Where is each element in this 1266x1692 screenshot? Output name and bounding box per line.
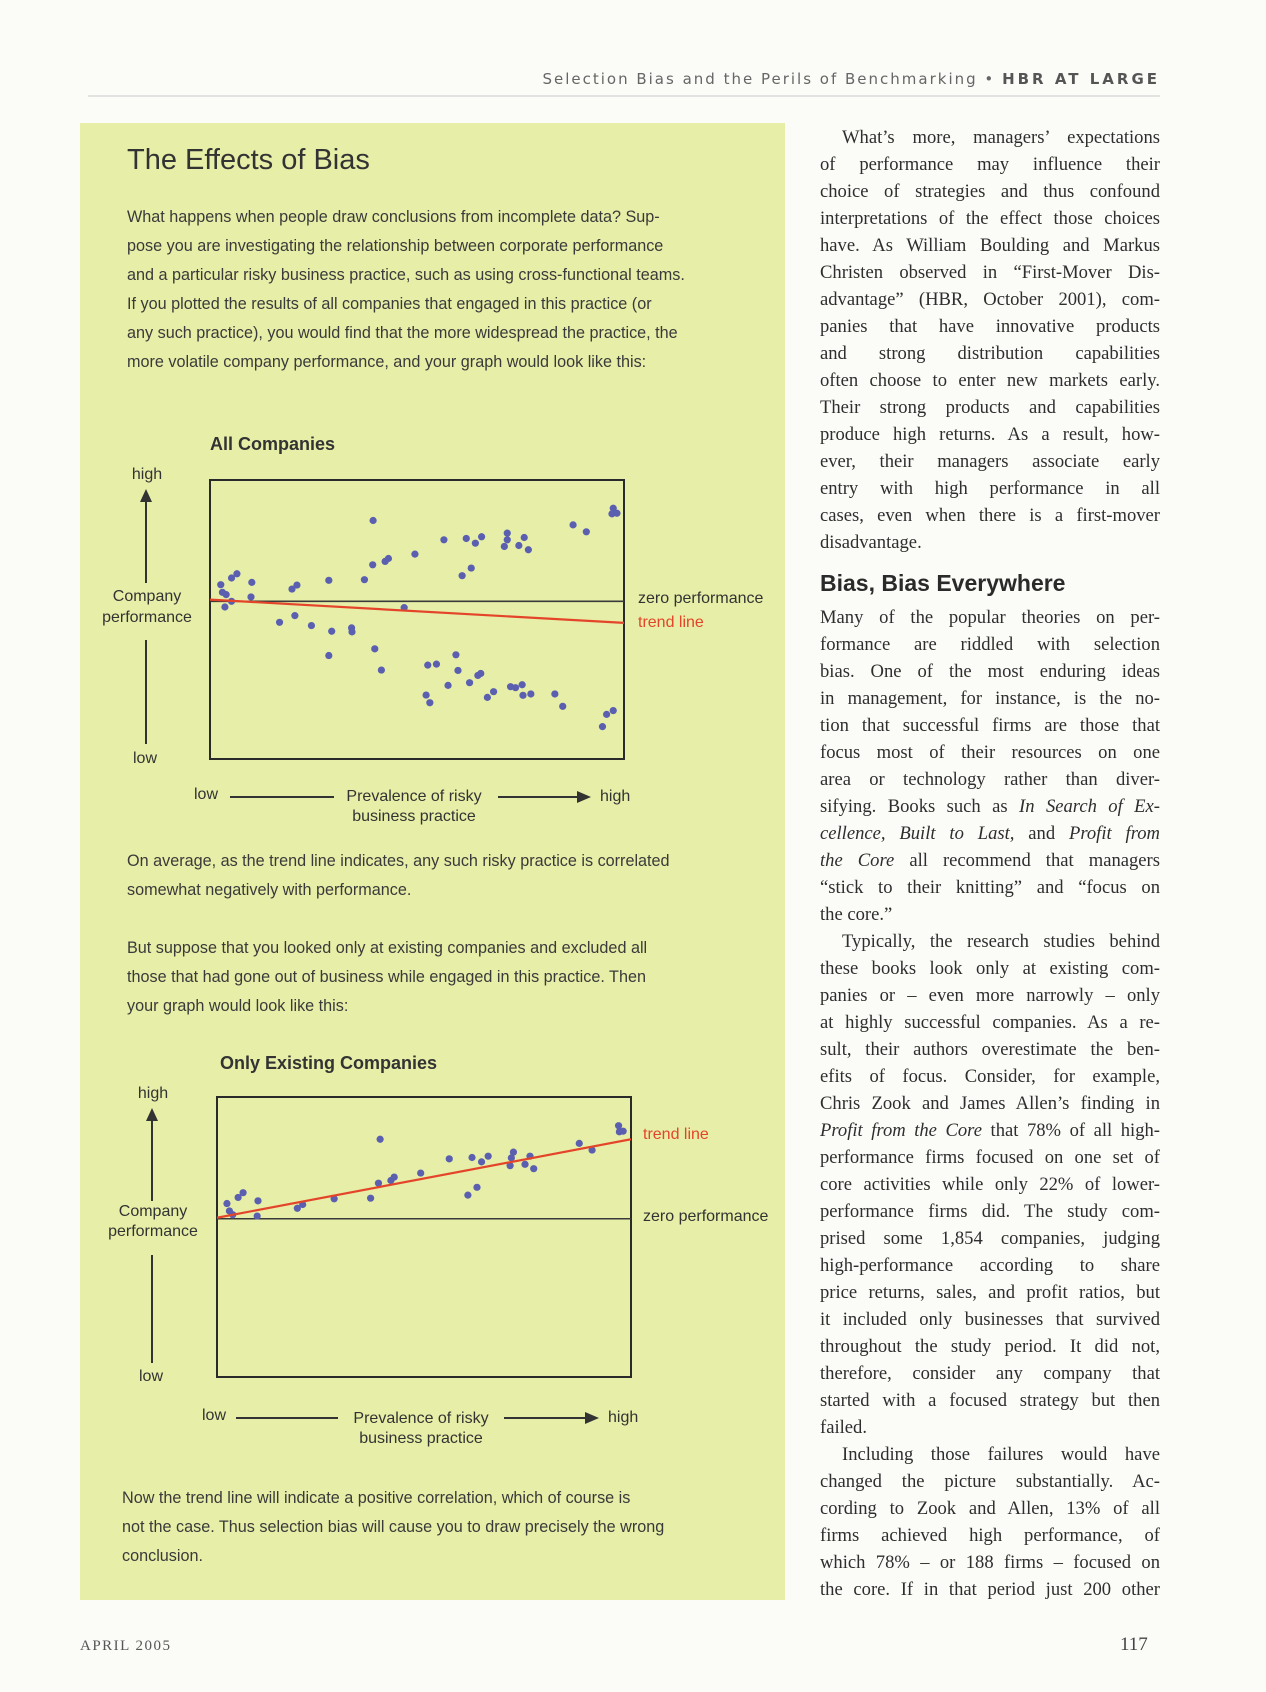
italic-title: the Core [820,850,895,871]
data-point [452,651,459,658]
plot-frame [217,1097,631,1377]
trend-line-label: trend line [643,1126,709,1143]
data-point [371,645,378,652]
data-point [291,612,298,619]
text-line: firms achieved high performance, of [820,1525,1160,1546]
x-axis-label-2: business practice [359,1430,483,1447]
italic-title: Profit from [1068,823,1160,844]
paragraph [820,604,1160,928]
data-point [463,535,470,542]
trend-line [217,1139,631,1218]
arrow-right-icon [577,791,591,803]
text-line: tion that successful firms are those that [820,715,1160,736]
page-number: 117 [1120,1634,1148,1655]
data-point [369,561,376,568]
text-line: interpretations of the effect those choices [820,208,1160,229]
text-line: panies that have innovative products [820,316,1160,337]
text-line [820,820,1160,847]
text-line: therefore, consider any company that [820,1363,1160,1384]
text-line: not the case. Thus selection bias will cause you to draw precisely the wrong [122,1518,665,1536]
data-point [521,534,528,541]
text-line: bias. One of the most enduring ideas [820,661,1160,682]
data-point [370,517,377,524]
data-point [515,542,522,549]
y-axis-label-2: performance [102,609,192,626]
data-point [490,688,497,695]
x-axis-line [498,796,578,798]
text-line: the core. If in that period just 200 other [820,1579,1160,1600]
text-line: it included only businesses that survived [820,1309,1160,1330]
sidebar-middle-2 [127,934,647,1021]
text-line: formance are riddled with selection [820,634,1160,655]
data-point [367,1195,374,1202]
y-axis-line [145,500,147,583]
data-point [610,707,617,714]
data-point [521,1161,528,1168]
data-point [459,572,466,579]
issue-date: APRIL 2005 [80,1638,172,1654]
data-point [254,1197,261,1204]
text-line: cases, even when there is a first-mover [820,505,1160,526]
data-point [433,661,440,668]
sidebar-conclusion [122,1484,664,1571]
zero-performance-label: zero performance [638,590,764,607]
data-point [504,530,511,537]
data-point [444,682,451,689]
text-line: But suppose that you looked only at existing companies and excluded all [127,939,648,957]
chart-title: Only Existing Companies [220,1053,438,1073]
y-axis-high-label: high [131,466,163,483]
data-point [466,679,473,686]
section-heading: Bias, Bias Everywhere [820,570,1066,596]
text-line: at highly successful companies. As a re- [820,1012,1160,1033]
data-point [519,692,526,699]
x-axis-low-label: low [194,786,219,803]
text-line: Including those failures would have [842,1444,1160,1465]
plot-area [210,480,624,759]
text-line: any such practice), you would find that the more widespread the practice, the [127,324,678,342]
text-line: prised some 1,854 companies, judging [820,1228,1160,1249]
text-line: What’s more, managers’ expectations [842,127,1160,148]
data-point [377,1136,384,1143]
text-line: those that had gone out of business while engaged in this practice. Then [127,968,646,986]
y-axis-label-1: Company [112,588,182,605]
text-line: in management, for instance, is the no- [820,688,1160,709]
text-line: ever, their managers associate early [820,451,1160,472]
data-point [477,670,484,677]
paragraph [820,928,1160,1441]
data-point [464,1192,471,1199]
x-axis-low-label: low [202,1407,227,1424]
data-point [293,581,300,588]
italic-title: cellence, Built to Last, [820,823,1015,844]
data-point [551,690,558,697]
text-line: “stick to their knitting” and “focus on [820,877,1160,898]
data-point [348,628,355,635]
text-line: high-performance according to share [820,1255,1160,1276]
text-line: On average, as the trend line indicates, any such risky practice is correlated [127,852,670,870]
data-point [308,622,315,629]
data-point [527,690,534,697]
y-axis-line [151,1255,153,1363]
data-point [501,543,508,550]
data-point [248,579,255,586]
text-line: and strong distribution capabilities [820,343,1160,364]
data-point [504,536,511,543]
y-axis-line [151,1119,153,1201]
running-header [542,70,1160,88]
text-line: What happens when people draw conclusions from incomplete data? Sup- [127,208,660,226]
text-line: produce high returns. As a result, how- [820,424,1160,445]
text-line: more volatile company performance, and your graph would look like this: [127,353,647,371]
data-point [440,536,447,543]
text-line: advantage” (HBR, October 2001), com- [820,289,1160,310]
data-point [468,1154,475,1161]
text-line: failed. [820,1417,867,1438]
running-title: Selection Bias and the Perils of Benchmarking [542,70,978,88]
data-point [576,1140,583,1147]
data-point [426,699,433,706]
italic-title: Profit from the Core [820,1120,982,1141]
text-line: efits of focus. Consider, for example, [820,1066,1160,1087]
text-line: focus most of their resources on one [820,742,1160,763]
data-point [424,662,431,669]
text-line: core activities while only 22% of lower- [820,1174,1160,1195]
text-line: of performance may influence their [820,154,1160,175]
data-point [391,1174,398,1181]
data-point [221,603,228,610]
text-line: sult, their authors overestimate the ben- [820,1039,1160,1060]
text-line: If you plotted the results of all companies that engaged in this practice (or [127,295,652,313]
data-point [325,652,332,659]
y-axis-label-2: performance [108,1223,198,1240]
text-line: performance firms focused on one set of [820,1147,1160,1168]
data-point [620,1128,627,1135]
text-line: performance firms did. The study com- [820,1201,1160,1222]
text-line: which 78% – or 188 firms – focused on [820,1552,1160,1573]
text-line: conclusion. [122,1547,203,1565]
text-line: Christen observed in “First-Mover Dis- [820,262,1160,283]
x-axis-label-2: business practice [352,808,476,825]
x-axis-high-label: high [600,788,631,805]
data-point [603,711,610,718]
data-point [510,1149,517,1156]
data-point [512,684,519,691]
trend-line-label: trend line [638,614,704,631]
text-line: disadvantage. [820,532,922,553]
data-point [233,570,240,577]
data-point [478,533,485,540]
text-line [820,1117,1160,1144]
x-axis-line [504,1417,586,1419]
y-axis-label-1: Company [118,1203,188,1220]
text-line: Many of the popular theories on per- [820,607,1160,628]
data-point [247,593,254,600]
text-line [820,847,1160,874]
data-point [239,1189,246,1196]
text-line: Now the trend line will indicate a positive correlation, which of course is [122,1489,631,1507]
paragraph [820,1441,1160,1603]
sidebar-title: The Effects of Bias [127,144,370,176]
text-line: throughout the study period. It did not, [820,1336,1160,1357]
x-axis-line [230,796,334,798]
text-line: area or technology rather than diver- [820,769,1160,790]
text-line: and a particular risky business practice, such as using cross-functional teams. [127,266,685,284]
data-point [217,581,224,588]
data-point [423,691,430,698]
section-name: HBR AT LARGE [1002,70,1160,88]
text-span: sifying. Books such as [820,796,1020,817]
paragraph [820,124,1160,556]
text-line: choice of strategies and thus confound [820,181,1160,202]
data-point [519,681,526,688]
text-line: Typically, the research studies behind [842,931,1160,952]
x-axis-label-1: Prevalence of risky [346,788,482,805]
sidebar-middle-1 [127,847,670,905]
data-point [468,564,475,571]
text-line: cording to Zook and Allen, 13% of all [820,1498,1160,1519]
text-line [820,793,1160,820]
data-point [417,1169,424,1176]
zero-performance-label: zero performance [643,1208,769,1225]
text-span: and [1014,823,1069,844]
sidebar-intro [127,203,685,377]
data-point [569,521,576,528]
y-axis-low-label: low [138,1368,164,1385]
data-point [613,510,620,517]
text-span: that 78% of all high- [981,1120,1160,1141]
data-point [223,591,230,598]
plot-area [217,1097,631,1377]
text-line: somewhat negatively with performance. [127,881,412,899]
y-axis-line [145,640,147,744]
data-point [361,576,368,583]
italic-title: In Search of Ex- [1019,796,1160,817]
data-point [454,667,461,674]
data-point [478,1158,485,1165]
data-point [223,1200,230,1207]
text-line: Their strong products and capabilities [820,397,1160,418]
data-point [328,628,335,635]
text-line: often choose to enter new markets early. [820,370,1160,391]
text-line: price returns, sales, and profit ratios, but [820,1282,1160,1303]
data-point [530,1165,537,1172]
x-axis-high-label: high [608,1409,639,1426]
text-line: pose you are investigating the relationship between corporate performance [127,237,664,255]
data-point [484,694,491,701]
text-line: your graph would look like this: [127,997,349,1015]
data-point [378,666,385,673]
text-line: started with a focused strategy but then [820,1390,1160,1411]
text-line: changed the picture substantially. Ac- [820,1471,1160,1492]
y-axis-high-label: high [137,1085,169,1102]
data-point [473,1184,480,1191]
chart-title: All Companies [210,434,336,454]
y-axis-low-label: low [132,750,158,767]
data-point [276,619,283,626]
text-line: the core.” [820,904,893,925]
text-line: these books look only at existing com- [820,958,1160,979]
data-point [525,546,532,553]
data-point [583,528,590,535]
data-point [385,555,392,562]
x-axis-label-1: Prevalence of risky [353,1410,489,1427]
data-point [599,723,606,730]
text-line: panies or – even more narrowly – only [820,985,1160,1006]
header-separator: • [984,70,996,88]
data-point [559,703,566,710]
arrow-right-icon [585,1412,599,1424]
data-point [254,1212,261,1219]
text-line: have. As William Boulding and Markus [820,235,1160,256]
data-point [472,540,479,547]
data-point [446,1155,453,1162]
data-point [325,577,332,584]
header-rule [88,95,1160,97]
data-point [411,551,418,558]
x-axis-line [236,1417,338,1419]
trend-line [210,600,624,623]
text-line: entry with high performance in all [820,478,1160,499]
text-line: Chris Zook and James Allen’s finding in [820,1093,1160,1114]
data-point [485,1153,492,1160]
article-body [820,124,1160,1603]
text-span: all recommend that managers [894,850,1160,871]
